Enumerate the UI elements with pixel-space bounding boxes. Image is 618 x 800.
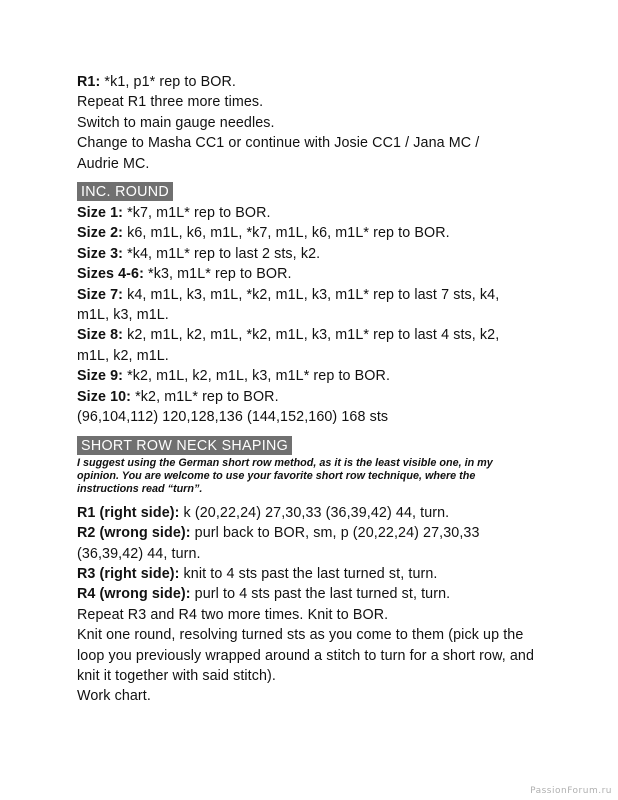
size-text: *k3, m1L* rep to BOR. bbox=[143, 266, 292, 283]
size-row bbox=[77, 366, 547, 386]
row-label: R4 (wrong side): bbox=[77, 586, 191, 603]
size-label: Size 7: bbox=[77, 286, 123, 303]
row-text: k (20,22,24) 27,30,33 (36,39,42) 44, turn. bbox=[179, 504, 450, 521]
knit-one-round: Knit one round, resolving turned sts as you come to them (pick up the loop you previously wrapped around a stitch to turn for a short row, and knit it together with said stitch). bbox=[77, 627, 535, 684]
size-row bbox=[77, 387, 547, 407]
inc-round-heading-wrap bbox=[77, 182, 547, 201]
size-label: Sizes 4-6: bbox=[77, 266, 144, 283]
short-row bbox=[77, 564, 547, 584]
short-row bbox=[77, 503, 547, 523]
size-text: k6, m1L, k6, m1L, *k7, m1L, k6, m1L* rep to BOR. bbox=[123, 225, 450, 242]
size-text: *k2, m1L* rep to BOR. bbox=[131, 388, 279, 405]
size-text: *k4, m1L* rep to last 2 sts, k2. bbox=[123, 245, 321, 262]
short-row-heading: SHORT ROW NECK SHAPING bbox=[77, 436, 292, 455]
short-row bbox=[77, 523, 527, 564]
size-row bbox=[77, 325, 527, 366]
row-label: R2 (wrong side): bbox=[77, 525, 191, 542]
size-text: *k7, m1L* rep to BOR. bbox=[123, 205, 271, 222]
intro-r1 bbox=[77, 72, 547, 92]
row-text: purl back to BOR, sm, p (20,22,24) 27,30,33 (36,39,42) 44, turn. bbox=[77, 525, 480, 562]
size-row bbox=[77, 203, 547, 223]
work-chart: Work chart. bbox=[77, 688, 151, 705]
row-text: knit to 4 sts past the last turned st, turn. bbox=[179, 565, 438, 582]
watermark: PassionForum.ru bbox=[530, 786, 612, 796]
size-label: Size 10: bbox=[77, 388, 132, 405]
size-text: k2, m1L, k2, m1L, *k2, m1L, k3, m1L* rep to last 4 sts, k2, m1L, k2, m1L. bbox=[77, 327, 500, 364]
size-label: Size 8: bbox=[77, 327, 123, 344]
row-label: R1 (right side): bbox=[77, 504, 180, 521]
size-row bbox=[77, 285, 527, 326]
row-label: R1: bbox=[77, 74, 101, 90]
row-text: *k1, p1* rep to BOR. bbox=[100, 74, 236, 90]
short-row-repeat: Repeat R3 and R4 two more times. Knit to BOR. bbox=[77, 606, 389, 623]
size-label: Size 2: bbox=[77, 225, 123, 242]
row-label: R3 (right side): bbox=[77, 565, 180, 582]
size-label: Size 3: bbox=[77, 245, 123, 262]
size-row bbox=[77, 223, 547, 243]
intro-change: Change to Masha CC1 or continue with Josie CC1 / Jana MC / Audrie MC. bbox=[77, 135, 480, 172]
short-row-heading-wrap bbox=[77, 436, 547, 455]
intro-switch: Switch to main gauge needles. bbox=[77, 114, 275, 131]
inc-round-heading: INC. ROUND bbox=[77, 182, 173, 201]
pattern-instructions bbox=[77, 72, 547, 707]
intro-repeat: Repeat R1 three more times. bbox=[77, 94, 264, 111]
size-label: Size 9: bbox=[77, 368, 123, 385]
size-text: k4, m1L, k3, m1L, *k2, m1L, k3, m1L* rep to last 7 sts, k4, m1L, k3, m1L. bbox=[77, 286, 500, 324]
short-row bbox=[77, 584, 547, 604]
size-row bbox=[77, 264, 547, 284]
size-text: *k2, m1L, k2, m1L, k3, m1L* rep to BOR. bbox=[123, 368, 391, 385]
size-label: Size 1: bbox=[77, 205, 123, 222]
size-row bbox=[77, 244, 547, 264]
short-row-note: I suggest using the German short row method, as it is the least visible one, in my opinion. You are welcome to use your favorite short row technique, where the instructions read “turn”. bbox=[77, 456, 493, 496]
row-text: purl to 4 sts past the last turned st, turn. bbox=[190, 586, 451, 603]
stitch-count: (96,104,112) 120,128,136 (144,152,160) 168 sts bbox=[77, 409, 389, 426]
